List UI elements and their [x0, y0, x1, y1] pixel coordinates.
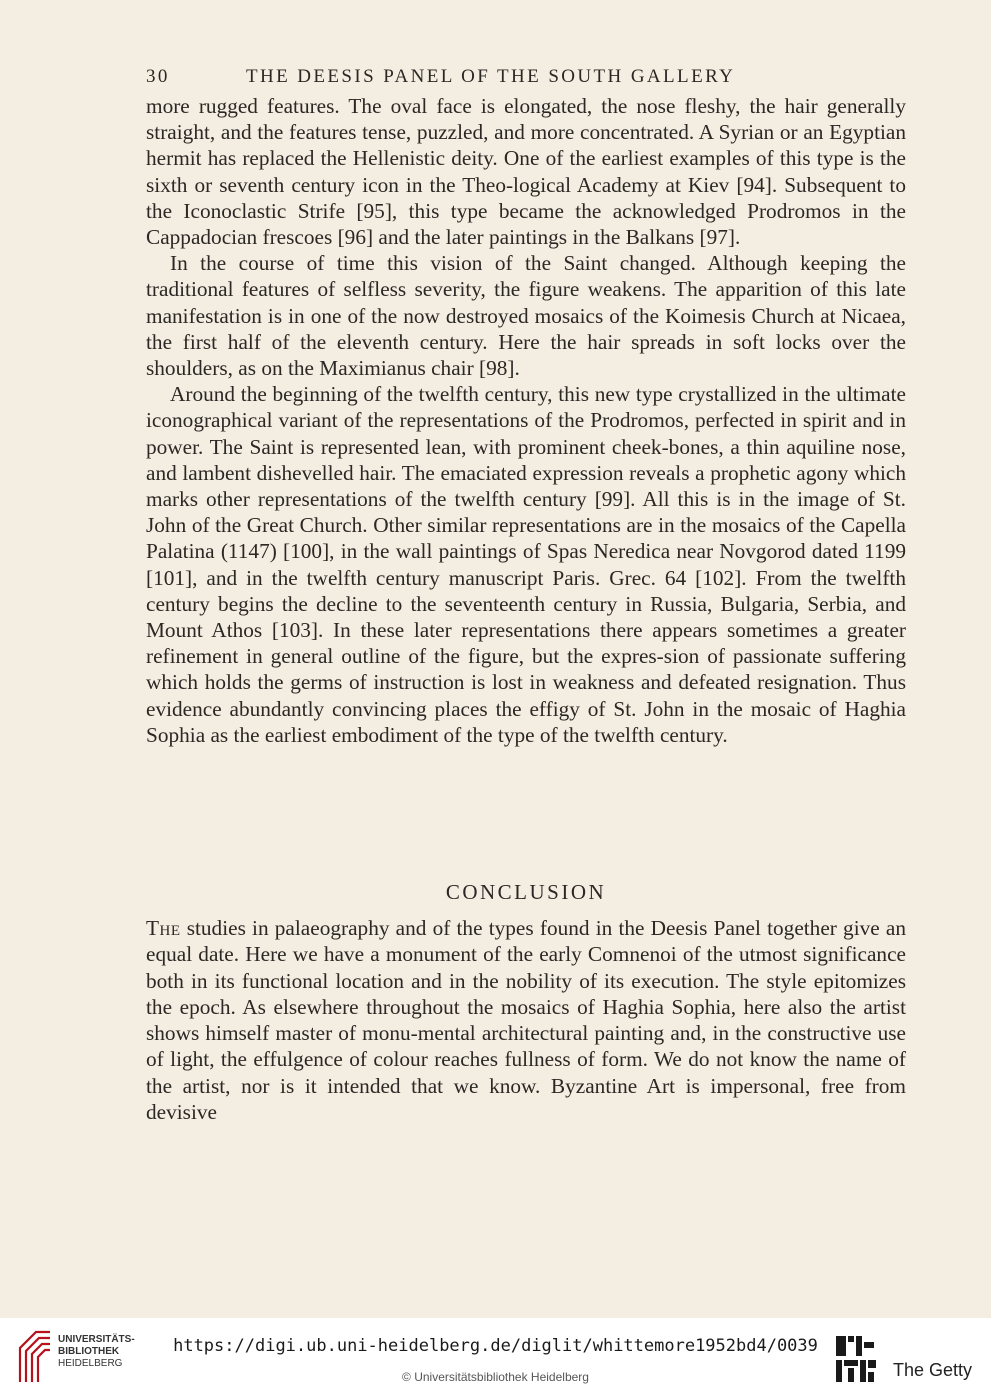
page-title: THE DEESIS PANEL OF THE SOUTH GALLERY — [246, 66, 736, 87]
section-heading: CONCLUSION — [445, 880, 607, 904]
paragraph: In the course of time this vision of the Saint changed. Although keeping the traditional features of selfless severity, the figure weakens. The apparition of this late manifestation is in one of the now destroyed mosaics of the Koimesis Church at Nicaea, the first half of the eleventh century. Here the hair spreads in soft locks over the shoulders, as on the Maximianus chair [98]. — [146, 251, 906, 381]
copyright-notice: © Universitätsbibliothek Heidelberg — [402, 1370, 589, 1384]
conclusion-text — [146, 915, 906, 1125]
source-url-link[interactable]: https://digi.ub.uni-heidelberg.de/diglit/whittemore1952bd4/0039 — [173, 1336, 818, 1356]
paragraph — [146, 915, 906, 1125]
lead-in: The — [146, 916, 181, 940]
library-name-line: BIBLIOTHEK — [58, 1346, 120, 1357]
getty-logo-icon — [834, 1334, 878, 1384]
getty-name: The Getty — [893, 1360, 973, 1380]
body-text — [146, 93, 906, 748]
paragraph-body: studies in palaeography and of the types found in the Deesis Panel together give an equal date. Here we have a monument of the early Comnenoi of the utmost significance both in its functional location and in the nobility of its execution. The style epitomizes the epoch. As elsewhere throughout the mosaics of Haghia Sophia, here also the artist shows himself master of monu-mental architectural painting and, in the constructive use of light, the effulgence of colour reaches fullness of form. We do not know the name of the artist, nor is it intended that we know. Byzantine Art is impersonal, free from devisive — [146, 916, 907, 1125]
running-head — [146, 66, 906, 96]
page-number: 30 — [146, 66, 170, 87]
paragraph: Around the beginning of the twelfth century, this new type crystallized in the ultimate iconographical variant of the representations of the Prodromos, perfected in spirit and in power. The Saint is represented lean, with prominent cheek-bones, a thin aquiline nose, and lambent dishevelled hair. The emaciated expression reveals a prophetic agony which marks other representations of the twelfth century [99]. All this is in the image of St. John of the Great Church. Other similar representations are in the mosaics of the Capella Palatina (1147) [100], in the wall paintings of Spas Neredica near Novgorod dated 1199 [101], and in the twelfth century manuscript Paris. Grec. 64 [102]. From the twelfth century begins the decline to the seventeenth century in Russia, Bulgaria, Serbia, and Mount Athos [103]. In these later representations there appears sometimes a greater refinement in general outline of the figure, but the expres-sion of passionate suffering which holds the germs of instruction is lost in weakness and defeated resignation. Thus evidence abundantly convincing places the effigy of St. John in the mosaic of Haghia Sophia as the earliest embodiment of the type of the twelfth century. — [146, 382, 906, 747]
paragraph: more rugged features. The oval face is elongated, the nose fleshy, the hair generally straight, and the features tense, puzzled, and more concentrated. A Syrian or an Egyptian hermit has replaced the Hellenistic deity. One of the earliest examples of this type is the sixth or seventh century icon in the Theo-logical Academy at Kiev [94]. Subsequent to the Iconoclastic Strife [95], this type became the acknowledged Prodromos in the Cappadocian frescoes [96] and the later paintings in the Balkans [97]. — [146, 94, 906, 250]
footer-bar — [0, 1318, 991, 1395]
library-name-line: UNIVERSITÄTS- — [58, 1334, 135, 1345]
library-name-line: HEIDELBERG — [58, 1358, 123, 1369]
